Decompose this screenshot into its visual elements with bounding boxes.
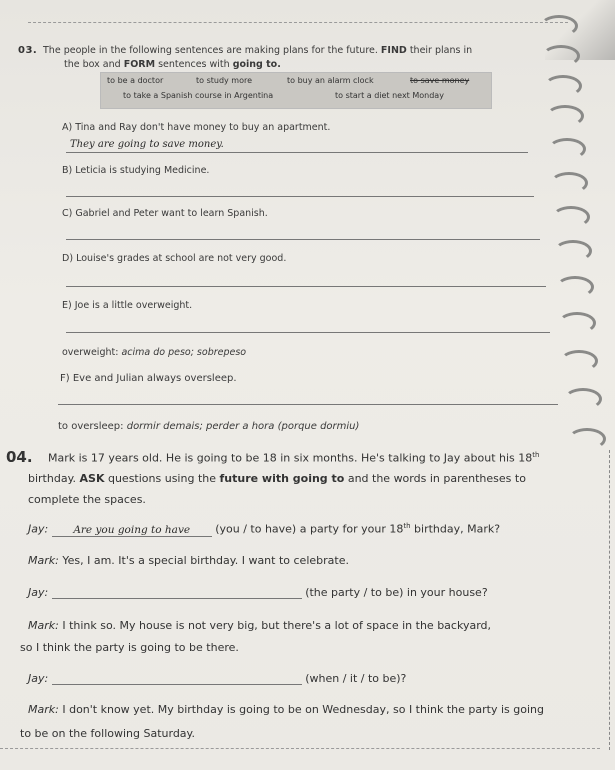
- speaker-mark: Mark:: [28, 554, 59, 567]
- cue-text: (when / it / to be)?: [305, 672, 407, 685]
- spiral-binding: [520, 0, 615, 500]
- instr-text: The people in the following sentences are making plans for the future.: [43, 45, 381, 56]
- instr-text: sentences with: [155, 59, 233, 70]
- q03-instructions-line2: [64, 59, 281, 70]
- ring-icon: [544, 75, 582, 97]
- ring-icon: [540, 15, 578, 37]
- gloss-term: to oversleep:: [58, 421, 127, 432]
- dialogue-mark-2a: [28, 619, 491, 632]
- right-perforation: [609, 450, 610, 750]
- speaker-mark: Mark:: [28, 703, 59, 716]
- jay3-answer-field[interactable]: [52, 672, 302, 685]
- dialogue-text: I don't know yet. My birthday is going to be on Wednesday, so I think the party is going: [58, 703, 544, 716]
- item-b: [62, 165, 209, 176]
- ring-icon: [554, 240, 592, 262]
- ring-icon: [546, 105, 584, 127]
- item-d: [62, 253, 286, 264]
- ring-icon: [552, 206, 590, 228]
- ring-icon: [550, 172, 588, 194]
- ring-icon: [560, 350, 598, 372]
- item-a-answer[interactable]: They are going to save money.: [70, 139, 224, 150]
- answer-line-a: [66, 152, 528, 153]
- speaker-mark: Mark:: [28, 619, 59, 632]
- box-item: to study more: [196, 76, 253, 85]
- item-text: Joe is a little overweight.: [74, 300, 193, 311]
- answer-line-b[interactable]: [66, 196, 534, 197]
- q03-instructions-line1: [43, 45, 533, 56]
- ring-icon: [556, 276, 594, 298]
- gloss-term: overweight:: [62, 347, 122, 358]
- q04-intro-line3: complete the spaces.: [28, 493, 146, 506]
- box-item: to buy an alarm clock: [287, 76, 374, 85]
- ring-icon: [542, 45, 580, 67]
- dialogue-text: Yes, I am. It's a special birthday. I want to celebrate.: [58, 554, 349, 567]
- answer-line-c[interactable]: [66, 239, 540, 240]
- top-divider: [28, 22, 568, 23]
- instr-text: the box and: [64, 59, 124, 70]
- item-label: A): [62, 122, 73, 133]
- item-c: [62, 208, 268, 219]
- jay1-answer-field[interactable]: Are you going to have: [52, 524, 212, 537]
- answer-line-f[interactable]: [58, 404, 558, 405]
- dialogue-jay-3: [28, 672, 406, 685]
- intro-text: questions using the: [104, 472, 220, 485]
- speaker-jay: Jay:: [28, 522, 49, 536]
- answer-line-e[interactable]: [66, 332, 550, 333]
- dialogue-mark-2b: so I think the party is going to be there.: [20, 641, 239, 654]
- dialogue-mark-3b: to be on the following Saturday.: [20, 727, 195, 740]
- cue-text: (the party / to be) in your house?: [305, 586, 488, 599]
- intro-text: birthday.: [28, 472, 80, 485]
- ring-icon: [548, 138, 586, 160]
- item-text: Leticia is studying Medicine.: [75, 165, 210, 176]
- intro-bold: future with going to: [219, 472, 345, 485]
- cue-text: (you / to have) a party for your 18: [215, 522, 404, 536]
- item-label: E): [62, 300, 72, 311]
- item-label: C): [62, 208, 73, 219]
- ring-icon: [568, 428, 606, 450]
- jay2-answer-field[interactable]: [52, 586, 302, 599]
- dialogue-mark-1: [28, 554, 349, 567]
- item-a: [62, 122, 330, 133]
- item-text: Tina and Ray don't have money to buy an apartment.: [75, 122, 331, 133]
- q04-intro-line2: [28, 472, 526, 485]
- gloss-overweight: [62, 347, 246, 358]
- box-item: to start a diet next Monday: [335, 91, 444, 100]
- intro-bold: ASK: [79, 472, 105, 485]
- ring-icon: [564, 388, 602, 410]
- answer-line-d[interactable]: [66, 286, 546, 287]
- box-item-crossed: to save money: [410, 76, 470, 85]
- bottom-divider: [0, 748, 600, 749]
- dialogue-jay-1: [28, 522, 500, 537]
- item-f: [60, 373, 237, 384]
- cue-text: birthday, Mark?: [410, 522, 501, 536]
- box-item: to be a doctor: [107, 76, 164, 85]
- box-item: to take a Spanish course in Argentina: [123, 91, 274, 100]
- superscript: th: [403, 522, 411, 530]
- instr-bold: going to.: [232, 59, 281, 70]
- superscript: th: [532, 451, 540, 459]
- item-label: D): [62, 253, 74, 264]
- gloss-def: acima do peso; sobrepeso: [121, 347, 247, 358]
- speaker-jay: Jay:: [28, 586, 49, 599]
- item-text: Gabriel and Peter want to learn Spanish.: [75, 208, 268, 219]
- item-text: Louise's grades at school are not very good.: [76, 253, 287, 264]
- instr-bold: FIND: [380, 45, 407, 56]
- instr-text: their plans in: [406, 45, 473, 56]
- ring-icon: [558, 312, 596, 334]
- gloss-oversleep: [58, 421, 359, 432]
- speaker-jay: Jay:: [28, 672, 49, 685]
- q04-intro-line1: [48, 451, 539, 465]
- item-label: F): [60, 373, 70, 384]
- instr-bold: FORM: [123, 59, 156, 70]
- gloss-def: dormir demais; perder a hora (porque dormiu): [126, 421, 360, 432]
- item-text: Eve and Julian always oversleep.: [72, 373, 237, 384]
- question-number-04: 04.: [6, 448, 33, 466]
- intro-text: Mark is 17 years old. He is going to be 18 in six months. He's talking to Jay about his 18: [48, 451, 533, 465]
- dialogue-jay-2: [28, 586, 488, 599]
- dialogue-mark-3a: [28, 703, 544, 716]
- dialogue-text: I think so. My house is not very big, but there's a lot of space in the backyard,: [58, 619, 491, 632]
- item-e: [62, 300, 192, 311]
- item-label: B): [62, 165, 73, 176]
- intro-text: and the words in parentheses to: [344, 472, 526, 485]
- question-number-03: 03.: [18, 45, 38, 56]
